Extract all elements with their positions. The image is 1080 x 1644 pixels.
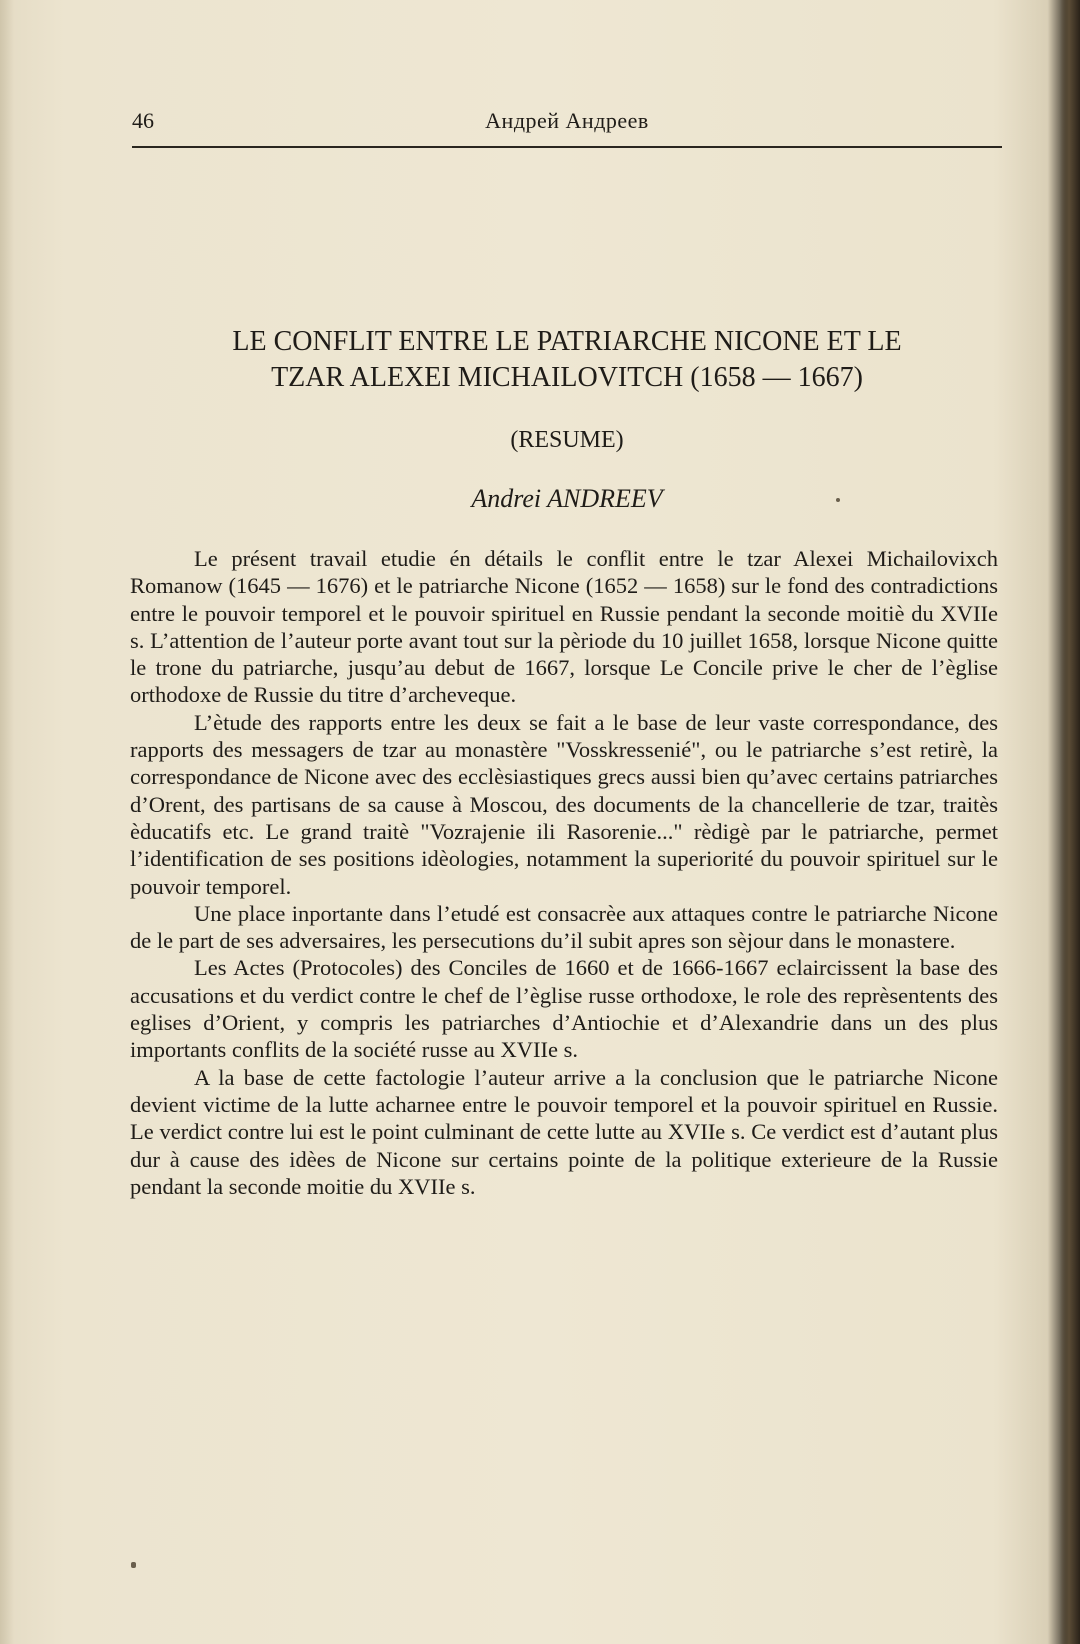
page-number: 46 xyxy=(132,108,154,133)
running-head xyxy=(132,108,1002,142)
paragraph-4: Les Actes (Protocoles) des Conciles de 1660 et de 1666-1667 eclaircissent la base des accusations et du verdict contre le chef de l’èglise russe orthodoxe, le role des reprèsentents des eglises d’Orient, y compris les patriarches d’Antiochie et d’Alexandrie dans un des plus importants conflits de la société russe au XVIIe s. xyxy=(130,955,998,1063)
running-title: Андрей Андреев xyxy=(485,108,649,133)
paragraph-2: L’ètude des rapports entre les deux se fait a le base de leur vaste correspondance, des rapports des messagers de tzar au monastère "Vosskressenié", ou le patriarche s’est retirè, la correspondance de Nicone avec des ecclèsiastiques grecs aussi bien qu’avec certains patriarches d’Orent, des partisans de sa cause à Moscou, des documents de la chancellerie de tzar, traitès èducatifs etc. Le grand traitè "Vozrajenie ili Rasorenie..." rèdigè par le patriarche, permet l’identification de ses positions idèologies, notamment la superiorité du pouvoir spirituel sur le pouvoir temporel. xyxy=(130,709,998,899)
paragraph-5: A la base de cette factologie l’auteur arrive a la conclusion que le patriarche Nicone devient victime de la lutte acharnee entre le pouvoir temporel et la pouvoir spirituel en Russie. Le verdict contre lui est le point culminant de cette lutte au XVIIe s. Ce verdict est d’autant plus dur à cause des idèes de Nicone sur certains pointe de la politique exterieure de la Russie pendant la seconde moitie du XVIIe s. xyxy=(130,1064,998,1199)
title-line-2: TZAR ALEXEI MICHAILOVITCH (1658 — 1667) xyxy=(271,362,863,393)
paper-speck xyxy=(131,1562,136,1568)
page-gutter-shadow xyxy=(0,0,14,1644)
article-body xyxy=(130,545,998,1200)
article-subtitle: (RESUME) xyxy=(510,427,624,453)
article-title xyxy=(132,324,1002,396)
paragraph-3: Une place inportante dans l’etudé est consacrèe aux attaques contre le patriarche Nicone de le part de ses adversaires, les persecutions du’il subit apres son sèjour dans le monastere. xyxy=(130,900,998,954)
paper-speck xyxy=(836,498,840,502)
title-line-1: LE CONFLIT ENTRE LE PATRIARCHE NICONE ET LE xyxy=(232,326,902,357)
article-author: Andrei ANDREEV xyxy=(471,484,663,513)
book-edge xyxy=(1060,0,1080,1644)
header-rule xyxy=(132,146,1002,148)
paragraph-1: Le présent travail etudie én détails le conflit entre le tzar Alexei Michailovixch Romanow (1645 — 1676) et le patriarche Nicone (1652 — 1658) sur le fond des contradictions entre le pouvoir temporel et le pouvoir spirituel en Russie pendant la seconde moitiè du XVIIe s. L’attention de l’auteur porte avant tout sur la pèriode du 10 juillet 1658, lorsque Nicone quitte le trone du patriarche, jusqu’au debut de 1667, lorsque Le Concile prive le cher de l’èglise orthodoxe de Russie du titre d’archeveque. xyxy=(130,546,998,708)
